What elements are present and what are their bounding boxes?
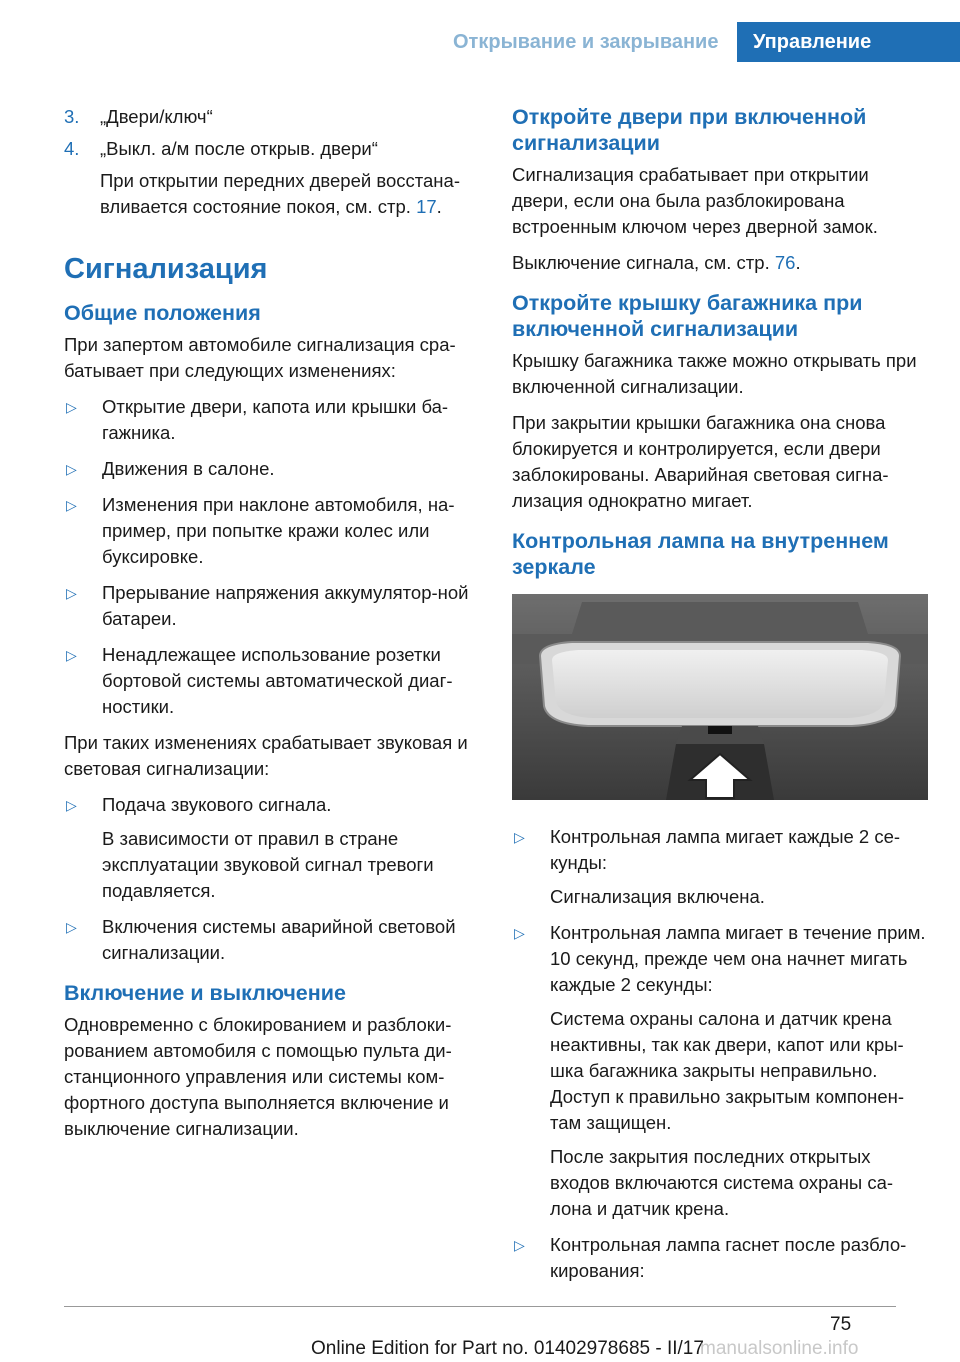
list-item <box>64 914 480 966</box>
note-punct: . <box>436 196 442 217</box>
section-heading-onoff: Включение и выключение <box>64 981 346 1005</box>
list-item-note: Система охраны салона и датчик крена неактивны, так как двери, капот или кры-шка багажника закрыты неправильно. Доступ к правильно закрытым компонен-там защищен. <box>550 1008 905 1133</box>
chapter-heading: Сигнализация <box>64 253 268 285</box>
left-column <box>64 104 480 1152</box>
right-column <box>512 104 928 1294</box>
list-item-text: Контрольная лампа мигает в течение прим. 10 секунд, прежде чем она начнет мигать каждые 2 секунды: <box>550 922 926 995</box>
header-section-title: Открывание и закрывание <box>453 31 719 53</box>
triangle-bullet-icon: ▷ <box>514 925 525 941</box>
triangle-bullet-icon: ▷ <box>514 1237 525 1253</box>
list-item <box>64 456 480 482</box>
triangle-bullet-icon: ▷ <box>66 919 77 935</box>
triangle-bullet-icon: ▷ <box>66 647 77 663</box>
list-item <box>64 580 480 632</box>
indicator-lamp-list <box>512 824 928 1284</box>
list-item-note: Сигнализация включена. <box>550 886 765 907</box>
page-reference-link[interactable]: 76 <box>774 252 796 273</box>
list-item-text: Ненадлежащее использование розетки бортовой системы автоматической диаг-ностики. <box>102 644 453 717</box>
paragraph: При закрытии крышки багажника она снова блокируется и контролируется, если двери заблокированы. Аварийная световая сигна-лизация однократно мигает. <box>512 412 889 511</box>
header-chapter-tab: Управление <box>737 22 960 62</box>
list-item <box>64 792 480 904</box>
paragraph: При запертом автомобиле сигнализация сра-батывает при следующих изменениях: <box>64 334 456 381</box>
item-text: „Двери/ключ“ <box>100 106 213 127</box>
rearview-mirror-illustration <box>512 594 928 800</box>
numbered-item <box>64 136 480 162</box>
watermark: manualsonline.info <box>700 1338 859 1359</box>
paragraph-text: Выключение сигнала, см. стр. <box>512 252 775 273</box>
item-text: „Выкл. а/м после открыв. двери“ <box>100 138 378 159</box>
triangle-bullet-icon: ▷ <box>66 399 77 415</box>
list-item-body <box>102 792 480 904</box>
list-item <box>512 824 928 910</box>
mirror-indicator-icon <box>512 594 928 800</box>
list-item-text: Подача звукового сигнала. <box>102 794 332 815</box>
paragraph: Крышку багажника также можно открывать при включенной сигнализации. <box>512 350 917 397</box>
triangle-bullet-icon: ▷ <box>66 497 77 513</box>
list-item <box>64 492 480 570</box>
footer-divider <box>64 1306 896 1307</box>
list-item-text: Изменения при наклоне автомобиля, на-пример, при попытке кражи колес или буксировке. <box>102 494 455 567</box>
list-item-body <box>550 920 928 1222</box>
trigger-list <box>64 394 480 720</box>
list-item-body <box>102 914 480 966</box>
list-item-body <box>550 824 928 910</box>
numbered-item <box>64 104 480 130</box>
section-heading-trunk: Откройте крышку багажника при включенной сигнализации <box>512 291 863 341</box>
triangle-bullet-icon: ▷ <box>66 461 77 477</box>
item-number: 4. <box>64 138 80 159</box>
paragraph: Одновременно с блокированием и разблоки-рованием автомобиля с помощью пульта ди-станционного управления или системы ком-фортного доступа выполняется включение и выключение сигнализации. <box>64 1014 452 1139</box>
triangle-bullet-icon: ▷ <box>66 585 77 601</box>
list-item-note: После закрытия последних открытых входов включаются система охраны са-лона и датчик крена. <box>550 1146 894 1219</box>
page-number: 75 <box>830 1314 852 1335</box>
list-item-text: Контрольная лампа гаснет после разбло-кирования: <box>550 1234 907 1281</box>
list-item-text: Контрольная лампа мигает каждые 2 се-кунды: <box>550 826 901 873</box>
section-heading-general: Общие положения <box>64 301 261 325</box>
triangle-bullet-icon: ▷ <box>66 797 77 813</box>
list-item-note: В зависимости от правил в стране эксплуатации звуковой сигнал тревоги подавляется. <box>102 828 434 901</box>
item-number: 3. <box>64 106 80 127</box>
note-text: При открытии передних дверей восстана-вливается состояние покоя, см. стр. <box>100 170 460 217</box>
paragraph-punct: . <box>795 252 801 273</box>
section-heading-doors: Откройте двери при включенной сигнализации <box>512 105 867 155</box>
paragraph: При таких изменениях срабатывает звуковая и световая сигнализации: <box>64 732 468 779</box>
list-item-text: Прерывание напряжения аккумулятор-ной батареи. <box>102 582 469 629</box>
item-note <box>100 168 480 220</box>
paragraph <box>512 250 928 276</box>
page-reference-link[interactable]: 17 <box>416 196 437 217</box>
paragraph: Сигнализация срабатывает при открытии двери, если она была разблокирована встроенным ключом через дверной замок. <box>512 164 878 237</box>
alarm-type-list <box>64 792 480 966</box>
triangle-bullet-icon: ▷ <box>514 829 525 845</box>
list-item-text: Открытие двери, капота или крышки ба-гажника. <box>102 396 449 443</box>
list-item-body <box>550 1232 928 1284</box>
list-item-text: Движения в салоне. <box>102 458 275 479</box>
list-item-text: Включения системы аварийной световой сигнализации. <box>102 916 456 963</box>
list-item <box>512 920 928 1222</box>
list-item <box>64 394 480 446</box>
edition-text: Online Edition for Part no. 01402978685 - II/17 <box>311 1338 704 1359</box>
list-item <box>64 642 480 720</box>
list-item <box>512 1232 928 1284</box>
section-heading-lamp: Контрольная лампа на внутреннем зеркале <box>512 529 889 579</box>
